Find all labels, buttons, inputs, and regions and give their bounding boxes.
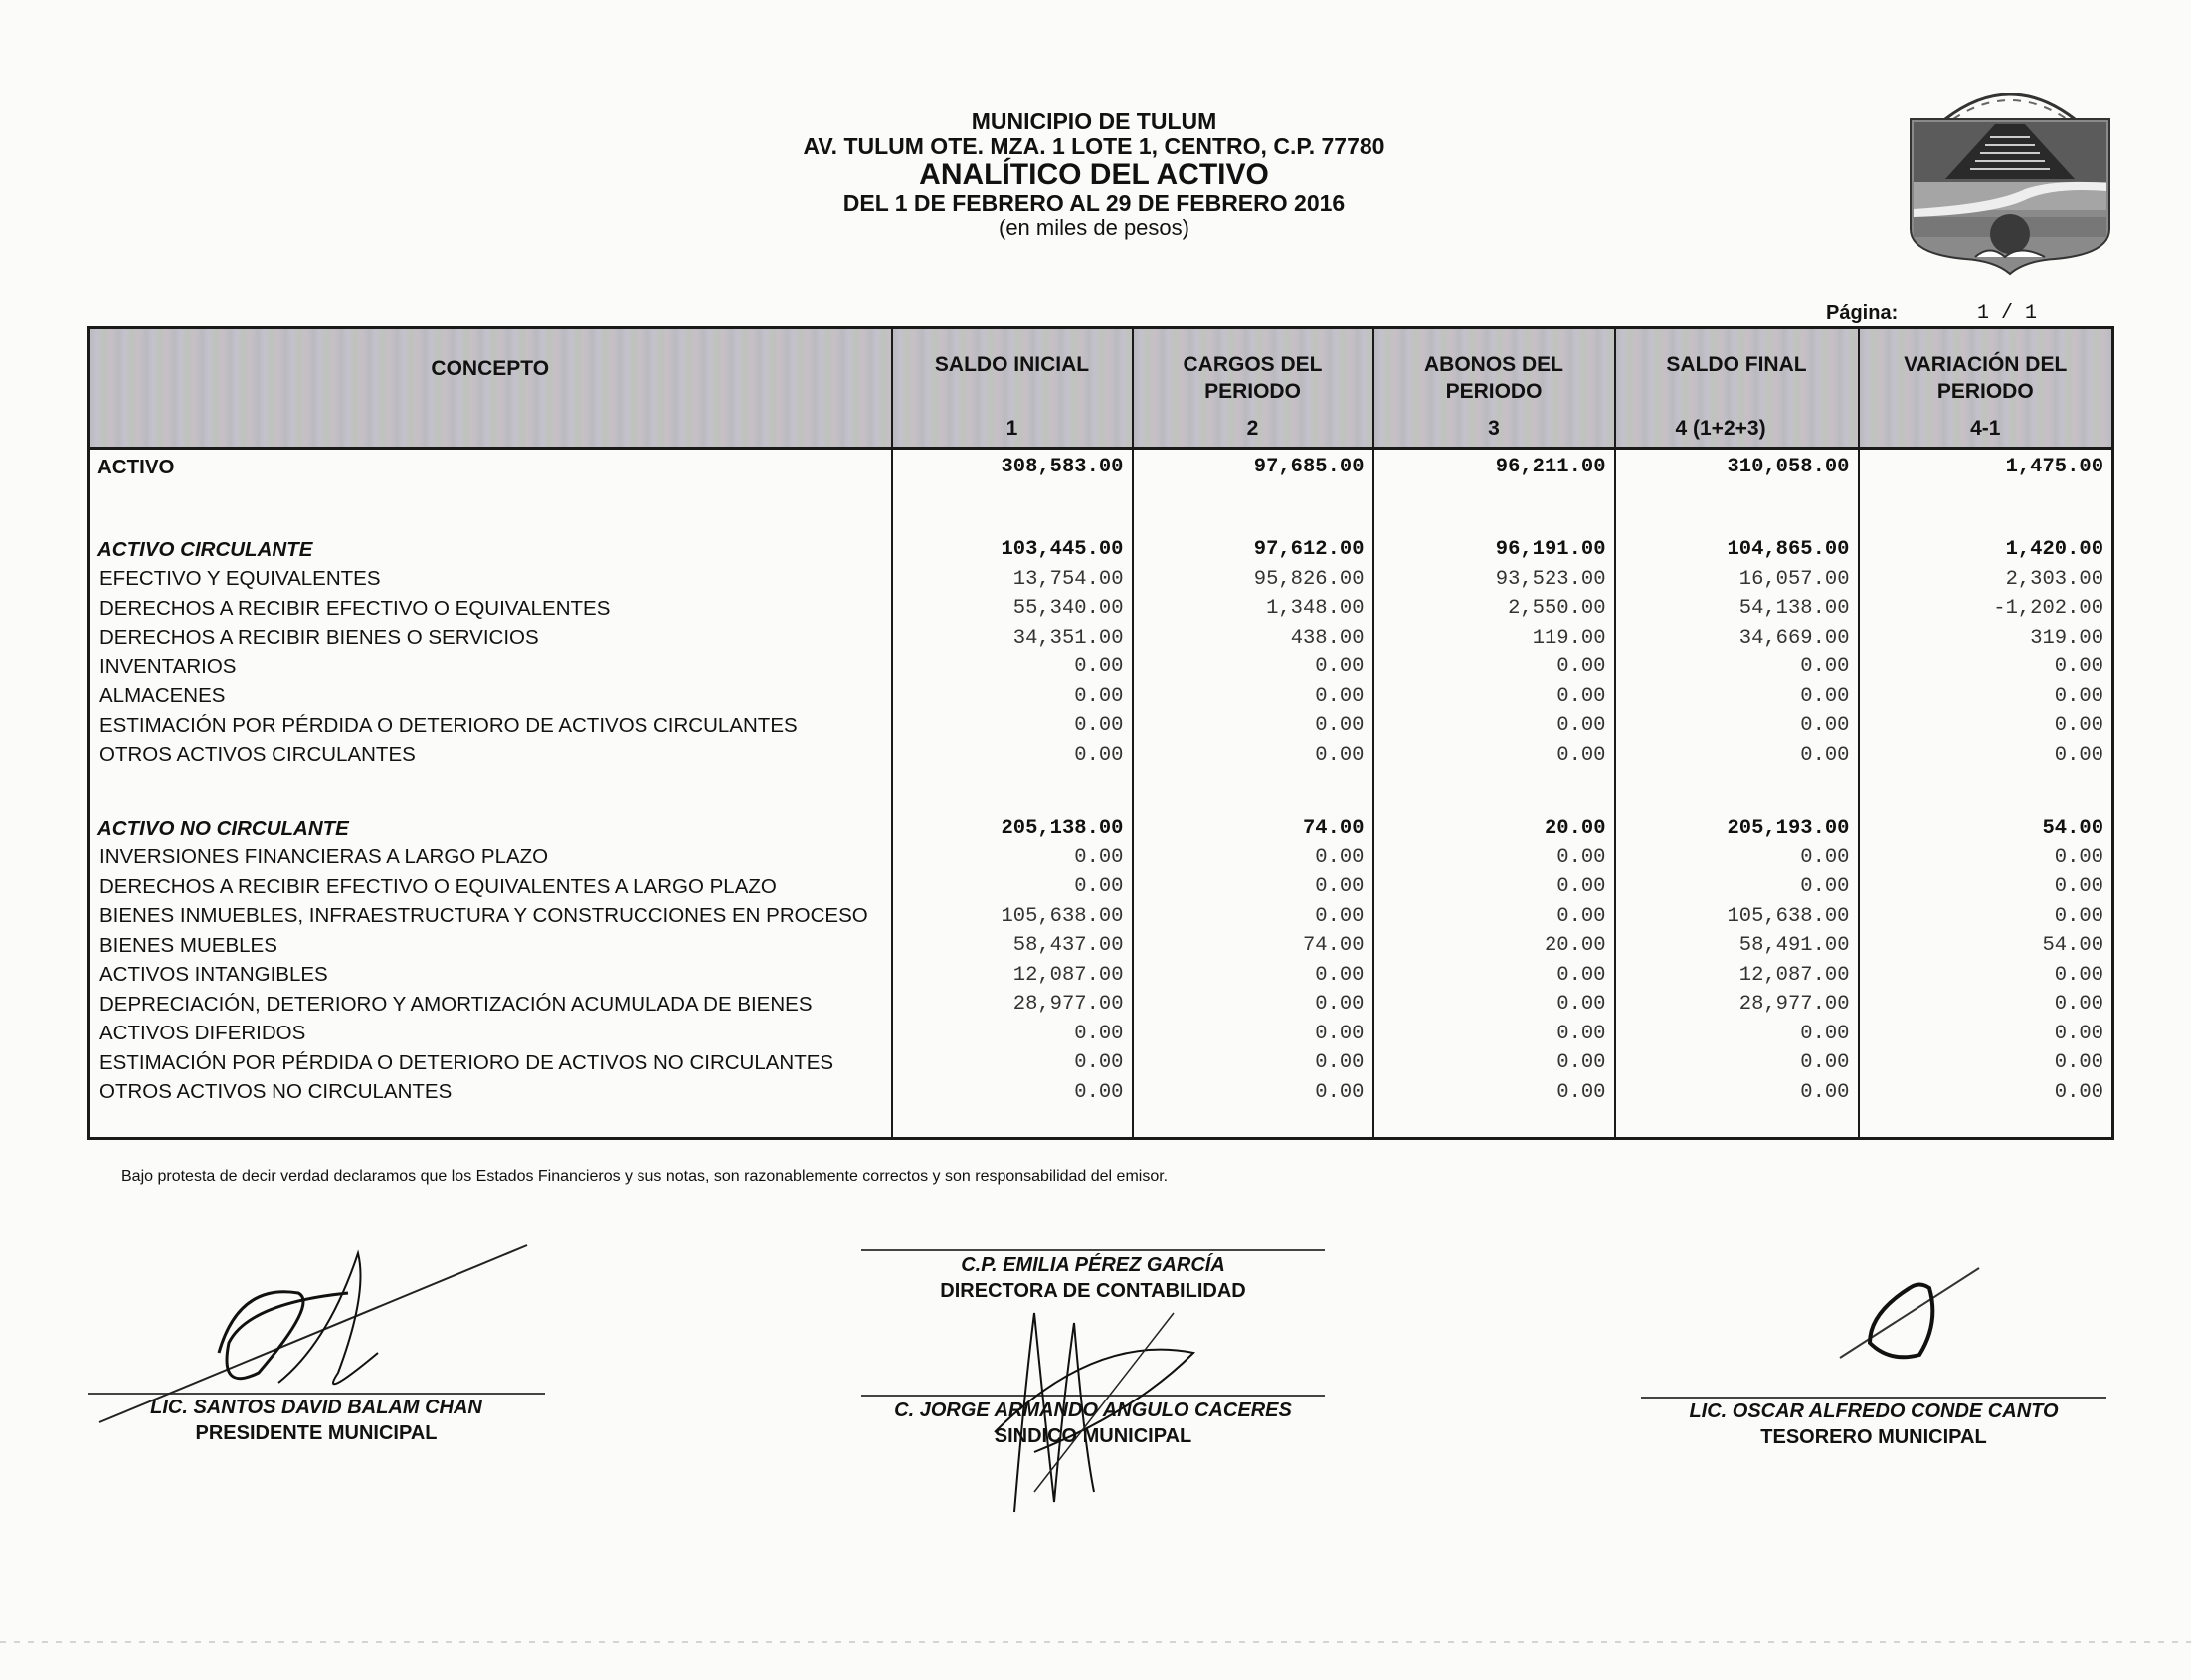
value-saldo-final: 0.00 xyxy=(1615,653,1859,682)
value-variacion: 0.00 xyxy=(1859,711,2113,741)
value-saldo-final: 205,193.00 xyxy=(1615,814,1859,843)
table-row xyxy=(89,711,2113,741)
value-cargos: 0.00 xyxy=(1133,741,1373,771)
value-saldo-inicial: 28,977.00 xyxy=(892,990,1133,1020)
value-abonos: 0.00 xyxy=(1373,1020,1615,1049)
table-row xyxy=(89,1048,2113,1078)
empty-cell xyxy=(1859,491,2113,535)
value-saldo-final: 0.00 xyxy=(1615,741,1859,771)
value-cargos: 74.00 xyxy=(1133,931,1373,961)
table-row xyxy=(89,741,2113,771)
value-abonos: 0.00 xyxy=(1373,843,1615,873)
empty-cell xyxy=(892,1107,1133,1139)
value-abonos: 20.00 xyxy=(1373,931,1615,961)
column-header-variacion: VARIACIÓN DEL PERIODO 4-1 xyxy=(1859,328,2113,449)
value-cargos: 0.00 xyxy=(1133,1078,1373,1108)
value-variacion: 0.00 xyxy=(1859,682,2113,712)
table-row xyxy=(89,990,2113,1020)
signature-line xyxy=(1641,1397,2106,1399)
value-abonos: 0.00 xyxy=(1373,741,1615,771)
value-abonos: 0.00 xyxy=(1373,872,1615,902)
value-variacion: 0.00 xyxy=(1859,990,2113,1020)
value-cargos: 95,826.00 xyxy=(1133,565,1373,595)
value-saldo-final: 310,058.00 xyxy=(1615,449,1859,492)
value-cargos: 0.00 xyxy=(1133,843,1373,873)
value-cargos: 0.00 xyxy=(1133,990,1373,1020)
value-variacion: 0.00 xyxy=(1859,961,2113,991)
value-variacion: 54.00 xyxy=(1859,814,2113,843)
value-cargos: 1,348.00 xyxy=(1133,594,1373,624)
handwritten-signature-icon xyxy=(975,1293,1233,1522)
concept-label: ALMACENES xyxy=(89,682,892,712)
column-header-concepto: CONCEPTO xyxy=(89,328,892,449)
value-variacion: 0.00 xyxy=(1859,872,2113,902)
value-cargos: 0.00 xyxy=(1133,872,1373,902)
concept-label: ACTIVO xyxy=(89,449,892,492)
value-abonos: 0.00 xyxy=(1373,682,1615,712)
disclaimer-text: Bajo protesta de decir verdad declaramos que los Estados Financieros y sus notas, son razonablemente correctos y son responsabilidad del emisor. xyxy=(121,1168,1169,1185)
value-saldo-inicial: 105,638.00 xyxy=(892,902,1133,932)
municipal-coat-of-arms-icon xyxy=(1906,80,2114,279)
concept-label: DERECHOS A RECIBIR BIENES O SERVICIOS xyxy=(89,624,892,653)
scan-artifact-line xyxy=(0,1641,2191,1643)
value-abonos: 0.00 xyxy=(1373,1048,1615,1078)
value-cargos: 0.00 xyxy=(1133,1048,1373,1078)
report-period: DEL 1 DE FEBRERO AL 29 DE FEBRERO 2016 xyxy=(842,190,1346,217)
column-header-cargos: CARGOS DEL PERIODO 2 xyxy=(1133,328,1373,449)
value-saldo-final: 105,638.00 xyxy=(1615,902,1859,932)
spacer-row xyxy=(89,1107,2113,1139)
value-saldo-inicial: 0.00 xyxy=(892,711,1133,741)
page-number: 1 / 1 xyxy=(1977,302,2038,325)
value-saldo-final: 0.00 xyxy=(1615,843,1859,873)
value-saldo-inicial: 103,445.00 xyxy=(892,535,1133,565)
value-abonos: 2,550.00 xyxy=(1373,594,1615,624)
empty-cell xyxy=(1615,770,1859,814)
value-saldo-inicial: 0.00 xyxy=(892,1048,1133,1078)
spacer-row xyxy=(89,491,2113,535)
empty-cell xyxy=(1859,1107,2113,1139)
spacer-row xyxy=(89,770,2113,814)
value-cargos: 0.00 xyxy=(1133,653,1373,682)
handwritten-signature-icon xyxy=(1830,1263,2009,1373)
value-variacion: 2,303.00 xyxy=(1859,565,2113,595)
entity-name: MUNICIPIO DE TULUM xyxy=(971,108,1217,134)
value-saldo-inicial: 0.00 xyxy=(892,843,1133,873)
signer-name: LIC. SANTOS DAVID BALAM CHAN xyxy=(150,1397,482,1418)
value-saldo-final: 0.00 xyxy=(1615,711,1859,741)
value-variacion: 0.00 xyxy=(1859,741,2113,771)
concept-label: ACTIVOS DIFERIDOS xyxy=(89,1020,892,1049)
value-saldo-inicial: 55,340.00 xyxy=(892,594,1133,624)
value-saldo-inicial: 308,583.00 xyxy=(892,449,1133,492)
table-row xyxy=(89,565,2113,595)
concept-label: ESTIMACIÓN POR PÉRDIDA O DETERIORO DE ACTIVOS NO CIRCULANTES xyxy=(89,1048,892,1078)
value-cargos: 97,612.00 xyxy=(1133,535,1373,565)
concept-label: BIENES MUEBLES xyxy=(89,931,892,961)
table-row xyxy=(89,594,2113,624)
empty-cell xyxy=(1373,770,1615,814)
value-abonos: 0.00 xyxy=(1373,1078,1615,1108)
value-saldo-inicial: 58,437.00 xyxy=(892,931,1133,961)
value-cargos: 0.00 xyxy=(1133,711,1373,741)
report-units: (en miles de pesos) xyxy=(999,214,1189,240)
table-row xyxy=(89,931,2113,961)
column-header-saldo-inicial: SALDO INICIAL 1 xyxy=(892,328,1133,449)
value-saldo-inicial: 13,754.00 xyxy=(892,565,1133,595)
value-saldo-inicial: 0.00 xyxy=(892,872,1133,902)
value-cargos: 0.00 xyxy=(1133,902,1373,932)
concept-label: DEPRECIACIÓN, DETERIORO Y AMORTIZACIÓN ACUMULADA DE BIENES xyxy=(89,990,892,1020)
signature-line xyxy=(861,1249,1325,1251)
signer-role: PRESIDENTE MUNICIPAL xyxy=(195,1422,438,1444)
value-cargos: 97,685.00 xyxy=(1133,449,1373,492)
value-abonos: 96,211.00 xyxy=(1373,449,1615,492)
value-cargos: 0.00 xyxy=(1133,961,1373,991)
concept-label: ESTIMACIÓN POR PÉRDIDA O DETERIORO DE ACTIVOS CIRCULANTES xyxy=(89,711,892,741)
empty-cell xyxy=(89,770,892,814)
entity-address: AV. TULUM OTE. MZA. 1 LOTE 1, CENTRO, C.P. 77780 xyxy=(803,132,1385,159)
value-saldo-inicial: 0.00 xyxy=(892,682,1133,712)
concept-label: ACTIVOS INTANGIBLES xyxy=(89,961,892,991)
value-abonos: 20.00 xyxy=(1373,814,1615,843)
value-saldo-final: 12,087.00 xyxy=(1615,961,1859,991)
value-saldo-final: 0.00 xyxy=(1615,872,1859,902)
column-header-saldo-final: SALDO FINAL 4 (1+2+3) xyxy=(1615,328,1859,449)
value-variacion: 54.00 xyxy=(1859,931,2113,961)
table-row xyxy=(89,624,2113,653)
value-saldo-inicial: 0.00 xyxy=(892,653,1133,682)
value-saldo-inicial: 34,351.00 xyxy=(892,624,1133,653)
report-title: ANALÍTICO DEL ACTIVO xyxy=(919,157,1269,191)
table-row xyxy=(89,872,2113,902)
empty-cell xyxy=(1615,1107,1859,1139)
value-cargos: 438.00 xyxy=(1133,624,1373,653)
empty-cell xyxy=(1373,491,1615,535)
concept-label: ACTIVO NO CIRCULANTE xyxy=(89,814,892,843)
empty-cell xyxy=(1133,491,1373,535)
concept-label: OTROS ACTIVOS NO CIRCULANTES xyxy=(89,1078,892,1108)
signer-role: SINDICO MUNICIPAL xyxy=(994,1425,1192,1447)
document-header xyxy=(696,109,1492,240)
value-saldo-final: 34,669.00 xyxy=(1615,624,1859,653)
asset-analysis-table xyxy=(87,326,2114,1140)
column-header-abonos: ABONOS DEL PERIODO 3 xyxy=(1373,328,1615,449)
value-variacion: 0.00 xyxy=(1859,843,2113,873)
value-saldo-inicial: 0.00 xyxy=(892,1020,1133,1049)
concept-label: BIENES INMUEBLES, INFRAESTRUCTURA Y CONSTRUCCIONES EN PROCESO xyxy=(89,902,892,932)
signer-role: TESORERO MUNICIPAL xyxy=(1760,1426,1987,1448)
value-saldo-inicial: 0.00 xyxy=(892,741,1133,771)
table-row xyxy=(89,961,2113,991)
empty-cell xyxy=(89,1107,892,1139)
value-abonos: 0.00 xyxy=(1373,961,1615,991)
value-saldo-final: 54,138.00 xyxy=(1615,594,1859,624)
value-variacion: -1,202.00 xyxy=(1859,594,2113,624)
value-abonos: 96,191.00 xyxy=(1373,535,1615,565)
concept-label: INVERSIONES FINANCIERAS A LARGO PLAZO xyxy=(89,843,892,873)
value-cargos: 0.00 xyxy=(1133,1020,1373,1049)
value-variacion: 0.00 xyxy=(1859,902,2113,932)
value-saldo-final: 0.00 xyxy=(1615,1020,1859,1049)
empty-cell xyxy=(892,770,1133,814)
value-saldo-inicial: 205,138.00 xyxy=(892,814,1133,843)
signer-role: DIRECTORA DE CONTABILIDAD xyxy=(940,1280,1246,1302)
concept-label: OTROS ACTIVOS CIRCULANTES xyxy=(89,741,892,771)
value-saldo-final: 0.00 xyxy=(1615,1078,1859,1108)
value-variacion: 319.00 xyxy=(1859,624,2113,653)
empty-cell xyxy=(89,491,892,535)
value-abonos: 0.00 xyxy=(1373,653,1615,682)
concept-label: ACTIVO CIRCULANTE xyxy=(89,535,892,565)
value-abonos: 119.00 xyxy=(1373,624,1615,653)
value-cargos: 0.00 xyxy=(1133,682,1373,712)
value-variacion: 0.00 xyxy=(1859,1020,2113,1049)
handwritten-signature-icon xyxy=(90,1233,547,1432)
empty-cell xyxy=(1373,1107,1615,1139)
empty-cell xyxy=(1133,1107,1373,1139)
value-abonos: 0.00 xyxy=(1373,711,1615,741)
concept-label: INVENTARIOS xyxy=(89,653,892,682)
table-row xyxy=(89,1020,2113,1049)
value-saldo-final: 28,977.00 xyxy=(1615,990,1859,1020)
empty-cell xyxy=(892,491,1133,535)
signer-name: LIC. OSCAR ALFREDO CONDE CANTO xyxy=(1689,1400,2059,1422)
empty-cell xyxy=(1615,491,1859,535)
signer-name: C.P. EMILIA PÉREZ GARCÍA xyxy=(961,1254,1225,1276)
empty-cell xyxy=(1133,770,1373,814)
value-saldo-inicial: 0.00 xyxy=(892,1078,1133,1108)
value-variacion: 1,420.00 xyxy=(1859,535,2113,565)
value-saldo-final: 0.00 xyxy=(1615,682,1859,712)
table-row xyxy=(89,1078,2113,1108)
value-saldo-final: 16,057.00 xyxy=(1615,565,1859,595)
section-row xyxy=(89,814,2113,843)
table-row xyxy=(89,843,2113,873)
total-row xyxy=(89,449,2113,492)
value-variacion: 0.00 xyxy=(1859,1078,2113,1108)
value-saldo-final: 58,491.00 xyxy=(1615,931,1859,961)
table-row xyxy=(89,902,2113,932)
value-variacion: 1,475.00 xyxy=(1859,449,2113,492)
value-cargos: 74.00 xyxy=(1133,814,1373,843)
empty-cell xyxy=(1859,770,2113,814)
concept-label: DERECHOS A RECIBIR EFECTIVO O EQUIVALENTES xyxy=(89,594,892,624)
value-saldo-final: 104,865.00 xyxy=(1615,535,1859,565)
table-header-row xyxy=(89,328,2113,449)
value-abonos: 93,523.00 xyxy=(1373,565,1615,595)
value-variacion: 0.00 xyxy=(1859,1048,2113,1078)
concept-label: DERECHOS A RECIBIR EFECTIVO O EQUIVALENTES A LARGO PLAZO xyxy=(89,872,892,902)
table-row xyxy=(89,682,2113,712)
concept-label: EFECTIVO Y EQUIVALENTES xyxy=(89,565,892,595)
value-variacion: 0.00 xyxy=(1859,653,2113,682)
signer-name: C. JORGE ARMANDO ANGULO CACERES xyxy=(894,1400,1292,1421)
value-abonos: 0.00 xyxy=(1373,990,1615,1020)
table-row xyxy=(89,653,2113,682)
value-saldo-inicial: 12,087.00 xyxy=(892,961,1133,991)
section-row xyxy=(89,535,2113,565)
value-abonos: 0.00 xyxy=(1373,902,1615,932)
page-label: Página: xyxy=(1826,302,1899,324)
value-saldo-final: 0.00 xyxy=(1615,1048,1859,1078)
